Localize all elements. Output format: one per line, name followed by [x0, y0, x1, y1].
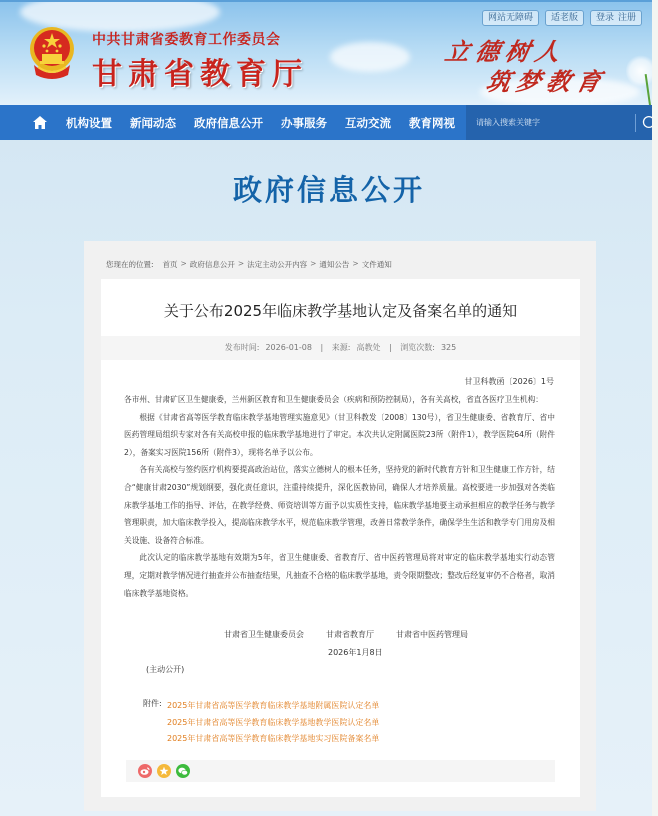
breadcrumb-separator: >	[237, 259, 245, 268]
breadcrumb-separator: >	[180, 259, 187, 268]
views-label: 浏览次数:	[400, 343, 435, 352]
attachments-label: 附件:	[143, 699, 162, 708]
breadcrumb	[106, 259, 392, 270]
signers	[224, 629, 468, 640]
sign-date: 2026年1月8日	[328, 648, 383, 657]
elderly-mode-button[interactable]: 适老版	[545, 10, 584, 26]
article-paragraph: 此次认定的临床教学基地有效期为5年，省卫生健康委、省教育厅、省中医药管理局将对审定的临床教学基地实行动态管理，定期对教学情况进行抽查并公布抽查结果，凡抽查不合格的临床教学基地，责令限期整改；整改后经复审仍不合格者，取消临床教学基地资格。	[124, 553, 555, 598]
site-logo-title[interactable]: 甘肃省教育厅	[92, 57, 308, 92]
nav-item-news[interactable]: 新闻动态	[130, 115, 176, 130]
signer: 甘肃省教育厅	[326, 630, 374, 639]
meta-divider: |	[389, 343, 392, 352]
search-divider	[635, 114, 636, 132]
signer: 甘肃省中医药管理局	[396, 630, 468, 639]
meta-divider: |	[320, 343, 324, 352]
signer: 甘肃省卫生健康委员会	[224, 630, 304, 639]
article-meta	[101, 336, 580, 360]
breadcrumb-separator: >	[310, 259, 317, 268]
nav-item-organization[interactable]: 机构设置	[66, 115, 112, 130]
register-link[interactable]: 注册	[617, 13, 636, 23]
publish-label: 发布时间:	[224, 343, 260, 352]
wechat-icon[interactable]	[176, 764, 190, 778]
national-emblem-icon	[28, 25, 76, 81]
search-box	[466, 105, 658, 140]
account-buttons	[590, 10, 642, 26]
article-paragraph: 根据《甘肃省高等医学教育临床教学基地管理实施意见》（甘卫科教发〔2008〕130号），省卫生健康委、省教育厅、省中医药管理局组织专家对各有关高校申报的临床教学基地进行了审定。本次共认定附属医院23所（附件1），教学医院64所（附件2），备案实习医院156所（附件3），现将名单予以公布。	[124, 412, 555, 457]
page-title: 政府信息公开	[232, 173, 425, 207]
breadcrumb-gov-info[interactable]: 政府信息公开	[189, 260, 235, 269]
nav-item-edu-video[interactable]: 教育网视	[409, 115, 455, 130]
slogan-line-2: 筑梦教育	[483, 67, 610, 96]
breadcrumb-file-notices[interactable]: 文件通知	[361, 260, 392, 269]
login-link[interactable]: 登录	[595, 13, 614, 23]
org-subtitle: 中共甘肃省委教育工作委员会	[92, 32, 281, 48]
slogan-line-1: 立德树人	[442, 37, 569, 66]
site-header	[0, 0, 652, 105]
cloud-decoration	[330, 42, 410, 72]
views-count: 325	[440, 343, 457, 352]
nav-item-gov-info[interactable]: 政府信息公开	[194, 115, 263, 130]
top-utility-buttons	[482, 10, 642, 26]
nav-item-services[interactable]: 办事服务	[281, 115, 327, 130]
breadcrumb-separator: >	[352, 259, 359, 268]
attachment-link[interactable]: 2025年甘肃省高等医学教育临床教学基地实习医院备案名单	[167, 734, 380, 743]
article-title: 关于公布2025年临床教学基地认定及备案名单的通知	[163, 302, 518, 320]
share-bar	[126, 760, 555, 782]
weibo-icon[interactable]	[138, 764, 152, 778]
article-paragraph: 各市州、甘肃矿区卫生健康委，兰州新区教育和卫生健康委员会（疾病和预防控制局），各有关高校，省直各医疗卫生机构：	[124, 395, 543, 404]
search-input[interactable]	[476, 118, 623, 127]
breadcrumb-home[interactable]: 首页	[162, 260, 178, 269]
dandelion-decoration	[626, 54, 652, 88]
source-value: 高教处	[356, 343, 381, 352]
page-scrollbar-track[interactable]	[652, 0, 658, 816]
attachment-link[interactable]: 2025年甘肃省高等医学教育临床教学基地附属医院认定名单	[167, 701, 380, 710]
attachment-link[interactable]: 2025年甘肃省高等医学教育临床教学基地教学医院认定名单	[167, 717, 380, 727]
article-paragraph: 各有关高校与签约医疗机构要提高政治站位，落实立德树人的根本任务，坚持党的新时代教育方针和卫生健康工作方针，结合“健康甘肃2030”规划纲要，强化责任意识，注重持续提升，深化医教协同，确保人才培养质量。高校要进一步加强对各类临床教学基地工作的指导、评估，在教学经费、师资培训等方面予以实质性支持，临床教学基地要主动承担相应的教学任务与教学管理职责，加大临床教学投入，提高临床教学水平，规范临床教学管理，改善日常教学条件，确保学生生活和教学专门用房及相关设施、设备符合标准。	[124, 465, 555, 545]
article-body	[124, 391, 555, 602]
accessibility-button[interactable]: 网站无障碍	[482, 10, 539, 26]
document-number: 甘卫科教函〔2026〕1号	[464, 377, 554, 386]
home-icon[interactable]	[32, 115, 48, 131]
publish-date: 2026-01-08	[265, 343, 312, 352]
nav-item-interaction[interactable]: 互动交流	[345, 115, 391, 130]
breadcrumb-notices[interactable]: 通知公告	[319, 260, 350, 269]
breadcrumb-statutory[interactable]: 法定主动公开内容	[247, 260, 308, 269]
breadcrumb-prefix: 您现在的位置:	[106, 260, 154, 269]
attachments-list	[167, 698, 379, 748]
disclosure-note: (主动公开)	[146, 665, 185, 674]
favorite-icon[interactable]	[157, 764, 171, 778]
source-label: 来源:	[331, 343, 351, 352]
